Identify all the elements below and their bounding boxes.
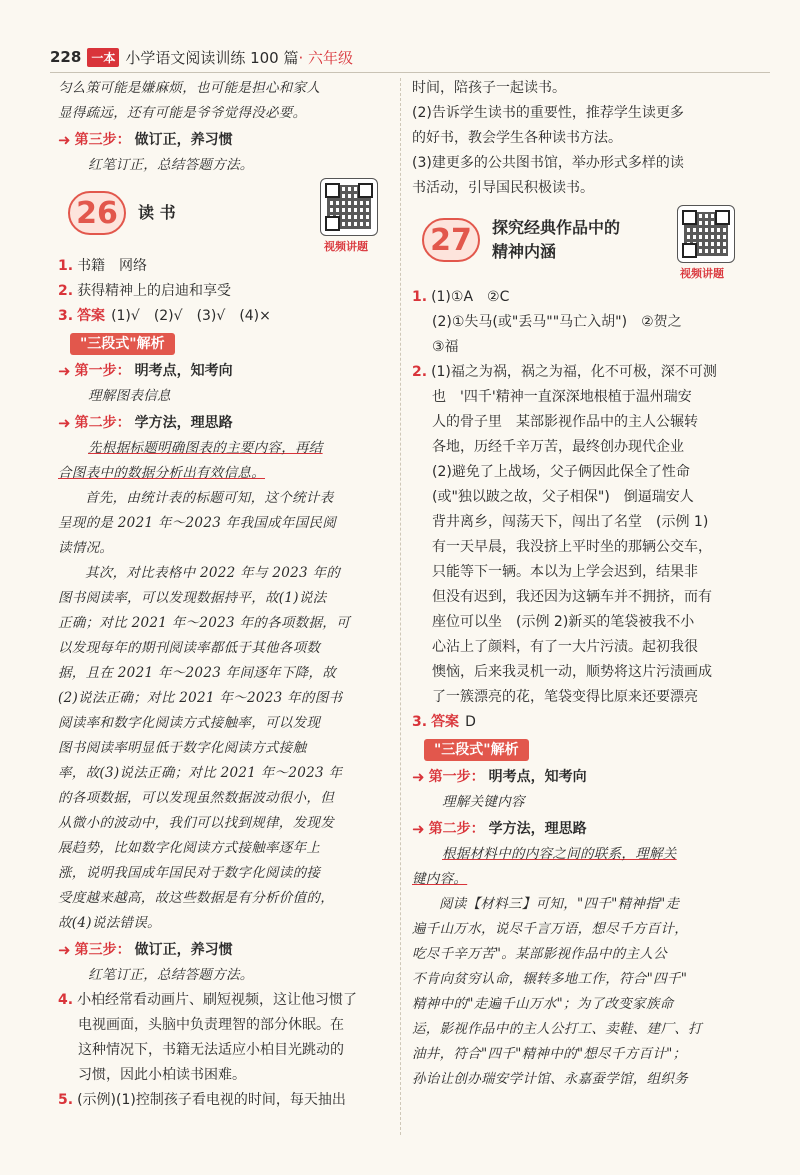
analysis-line: (2)说法正确；对比 2021 年～2023 年的图书	[58, 690, 343, 706]
arrow-icon: ➜	[412, 820, 425, 838]
qr-code-icon[interactable]	[320, 178, 378, 236]
lesson-27-header	[412, 201, 757, 279]
lesson-number-badge: 27	[422, 218, 480, 262]
q2-line: 但没有迟到，我还因为这辆车并不拥挤，而有	[432, 589, 712, 605]
q5: 5. (示例)(1)控制孩子看电视的时间，每天抽出	[58, 1092, 346, 1108]
lesson-number-badge: 26	[68, 191, 126, 235]
lesson-26-header	[58, 178, 403, 253]
q2-line: (2)避免了上战场，父子俩因此保全了性命	[432, 464, 690, 480]
brand-logo: 一本	[87, 48, 119, 67]
analysis-line: 阅读【材料三】可知，"四千"精神指"走	[439, 896, 680, 912]
analysis-line: 受度越来越高，故这些数据是有分析价值的，	[58, 890, 334, 906]
analysis-line: 运，影视作品中的主人公打工、卖鞋、建厂、打	[412, 1021, 702, 1037]
q4-line: 电视画面，头脑中负责理智的部分休眠。在	[78, 1017, 344, 1033]
qr-caption: 视频讲题	[324, 240, 368, 253]
step2-text: 根据材料中的内容之间的联系，理解关	[442, 846, 677, 862]
q3: 3. 答案 D	[412, 714, 476, 730]
step2-heading: ➜ 第二步： 学方法，理思路	[412, 817, 757, 842]
book-title: 小学语文阅读训练 100 篇	[125, 48, 299, 67]
analysis-line: 其次，对比表格中 2022 年与 2023 年的	[85, 565, 341, 581]
q4: 4. 小柏经常看动画片、刷短视频，这让他习惯了	[58, 992, 358, 1008]
qr-caption: 视频讲题	[680, 267, 724, 280]
q1-line: ③福	[432, 339, 459, 355]
q2: 2. 获得精神上的启迪和享受	[58, 283, 232, 299]
step3-heading: ➜ 第三步： 做订正，养习惯	[58, 128, 403, 153]
arrow-icon: ➜	[412, 768, 425, 786]
analysis-line: 图书阅读率，可以发现数据持平，故(1)说法	[58, 590, 327, 606]
step3-text: 红笔订正，总结答题方法。	[88, 967, 254, 983]
step1-heading: ➜ 第一步： 明考点，知考向	[58, 359, 403, 384]
q3: 3. 答案 (1)√ (2)√ (3)√ (4)×	[58, 308, 271, 324]
analysis-line: 读情况。	[58, 540, 114, 556]
q2-line: 也 '四千'精神一直深深地根植于温州瑞安	[432, 389, 692, 405]
page-number: 228	[50, 48, 82, 66]
q4-line: 习惯，因此小柏读书困难。	[78, 1067, 246, 1083]
arrow-icon: ➜	[58, 131, 71, 149]
analysis-line: 首先，由统计表的标题可知，这个统计表	[85, 490, 334, 506]
analysis-line: 展趋势，比如数字化阅读方式接触率逐年上	[58, 840, 321, 856]
step2-heading: ➜ 第二步： 学方法，理思路	[58, 411, 403, 436]
cont-line: (3)建更多的公共图书馆，举办形式多样的读	[412, 155, 684, 171]
q2-line: 了一簇漂亮的花，笔袋变得比原来还要漂亮	[432, 689, 698, 705]
analysis-line: 不肯向贫穷认命，辗转多地工作，符合"四千"	[412, 971, 688, 987]
arrow-icon: ➜	[58, 414, 71, 432]
analysis-line: 呈现的是 2021 年～2023 年我国成年国民阅	[58, 515, 337, 531]
analysis-line: 孙诒让创办瑞安学计馆、永嘉蚕学馆，组织务	[412, 1071, 688, 1087]
q1: 1. 书籍 网络	[58, 258, 148, 274]
lesson-title: 探究经典作品中的 精神内涵	[492, 218, 621, 261]
step1-text: 理解图表信息	[88, 388, 171, 404]
analysis-line: 涨，说明我国成年国民对于数字化阅读的接	[58, 865, 321, 881]
q2-line: 人的骨子里 某部影视作品中的主人公辗转	[432, 414, 698, 430]
intro-line: 匀么策可能是嫌麻烦，也可能是担心和家人	[58, 80, 321, 96]
analysis-line: 精神中的"走遍千山万水"；为了改变家族命	[412, 996, 674, 1012]
step3-text: 红笔订正，总结答题方法。	[88, 157, 254, 173]
q2-line: 懊恼，后来我灵机一动，顺势将这片污渍画成	[432, 664, 712, 680]
analysis-line: 遍千山万水，说尽千言万语，想尽千方百计，	[412, 921, 688, 937]
grade-label: · 六年级	[298, 48, 354, 67]
q2: 2. (1)福之为祸，祸之为福，化不可极，深不可测	[412, 364, 717, 380]
analysis-line: 阅读率和数字化阅读方式接触率，可以发现	[58, 715, 321, 731]
intro-line: 显得疏远，还有可能是爷爷觉得没必要。	[58, 105, 307, 121]
qr-code-icon[interactable]	[677, 205, 735, 263]
analysis-line: 从微小的波动中，我们可以找到规律，发现发	[58, 815, 334, 831]
q2-line: 有一天早晨，我没挤上平时坐的那辆公交车，	[432, 539, 712, 555]
q1-line: (2)①失马(或"丢马""马亡入胡") ②贺之	[432, 314, 682, 330]
q2-line: 只能等下一辆。本以为上学会迟到，结果非	[432, 564, 698, 580]
analysis-line: 以发现每年的期刊阅读率都低于其他各项数	[58, 640, 321, 656]
left-column	[58, 76, 403, 1113]
step2-text: 键内容。	[412, 871, 468, 887]
analysis-line: 油井，符合"四千"精神中的"想尽千方百计"；	[412, 1046, 687, 1062]
page-header	[50, 44, 353, 70]
step1-text: 理解关键内容	[442, 794, 525, 810]
q2-line: 背井离乡，闯荡天下，闯出了名堂 (示例 1)	[432, 514, 709, 530]
analysis-line: 据，且在 2021 年～2023 年间逐年下降，故	[58, 665, 337, 681]
step3-heading: ➜ 第三步： 做订正，养习惯	[58, 938, 403, 963]
q4-line: 这种情况下，书籍无法适应小柏目光跳动的	[78, 1042, 344, 1058]
arrow-icon: ➜	[58, 362, 71, 380]
analysis-tag: "三段式"解析	[424, 739, 529, 761]
analysis-line: 故(4)说法错误。	[58, 915, 161, 931]
analysis-line: 吃尽千辛万苦"。某部影视作品中的主人公	[412, 946, 667, 962]
q1: 1. (1)①A ②C	[412, 289, 510, 305]
cont-line: (2)告诉学生读书的重要性，推荐学生读更多	[412, 105, 684, 121]
lesson-title: 读 书	[138, 203, 176, 222]
cont-line: 书活动，引导国民积极读书。	[412, 180, 594, 196]
analysis-line: 的各项数据，可以发现虽然数据波动很小，但	[58, 790, 334, 806]
step1-heading: ➜ 第一步： 明考点，知考向	[412, 765, 757, 790]
right-column	[412, 76, 757, 1092]
analysis-tag: "三段式"解析	[70, 333, 175, 355]
step2-text: 先根据标题明确图表的主要内容，再结	[88, 440, 323, 456]
step2-text: 合图表中的数据分析出有效信息。	[58, 465, 265, 481]
cont-line: 的好书，教会学生各种读书方法。	[412, 130, 622, 146]
cont-line: 时间，陪孩子一起读书。	[412, 80, 566, 96]
analysis-line: 率，故(3)说法正确；对比 2021 年～2023 年	[58, 765, 343, 781]
q2-line: 心沾上了颜料，有了一大片污渍。起初我很	[432, 639, 698, 655]
q2-line: 座位可以坐 (示例 2)新买的笔袋被我不小	[432, 614, 695, 630]
header-divider	[50, 72, 770, 73]
analysis-line: 正确；对比 2021 年～2023 年的各项数据，可	[58, 615, 350, 631]
analysis-line: 图书阅读率明显低于数字化阅读方式接触	[58, 740, 307, 756]
arrow-icon: ➜	[58, 941, 71, 959]
q2-line: 各地，历经千辛万苦，最终创办现代企业	[432, 439, 684, 455]
q2-line: (或"独以跛之故，父子相保") 倒逼瑞安人	[432, 489, 694, 505]
